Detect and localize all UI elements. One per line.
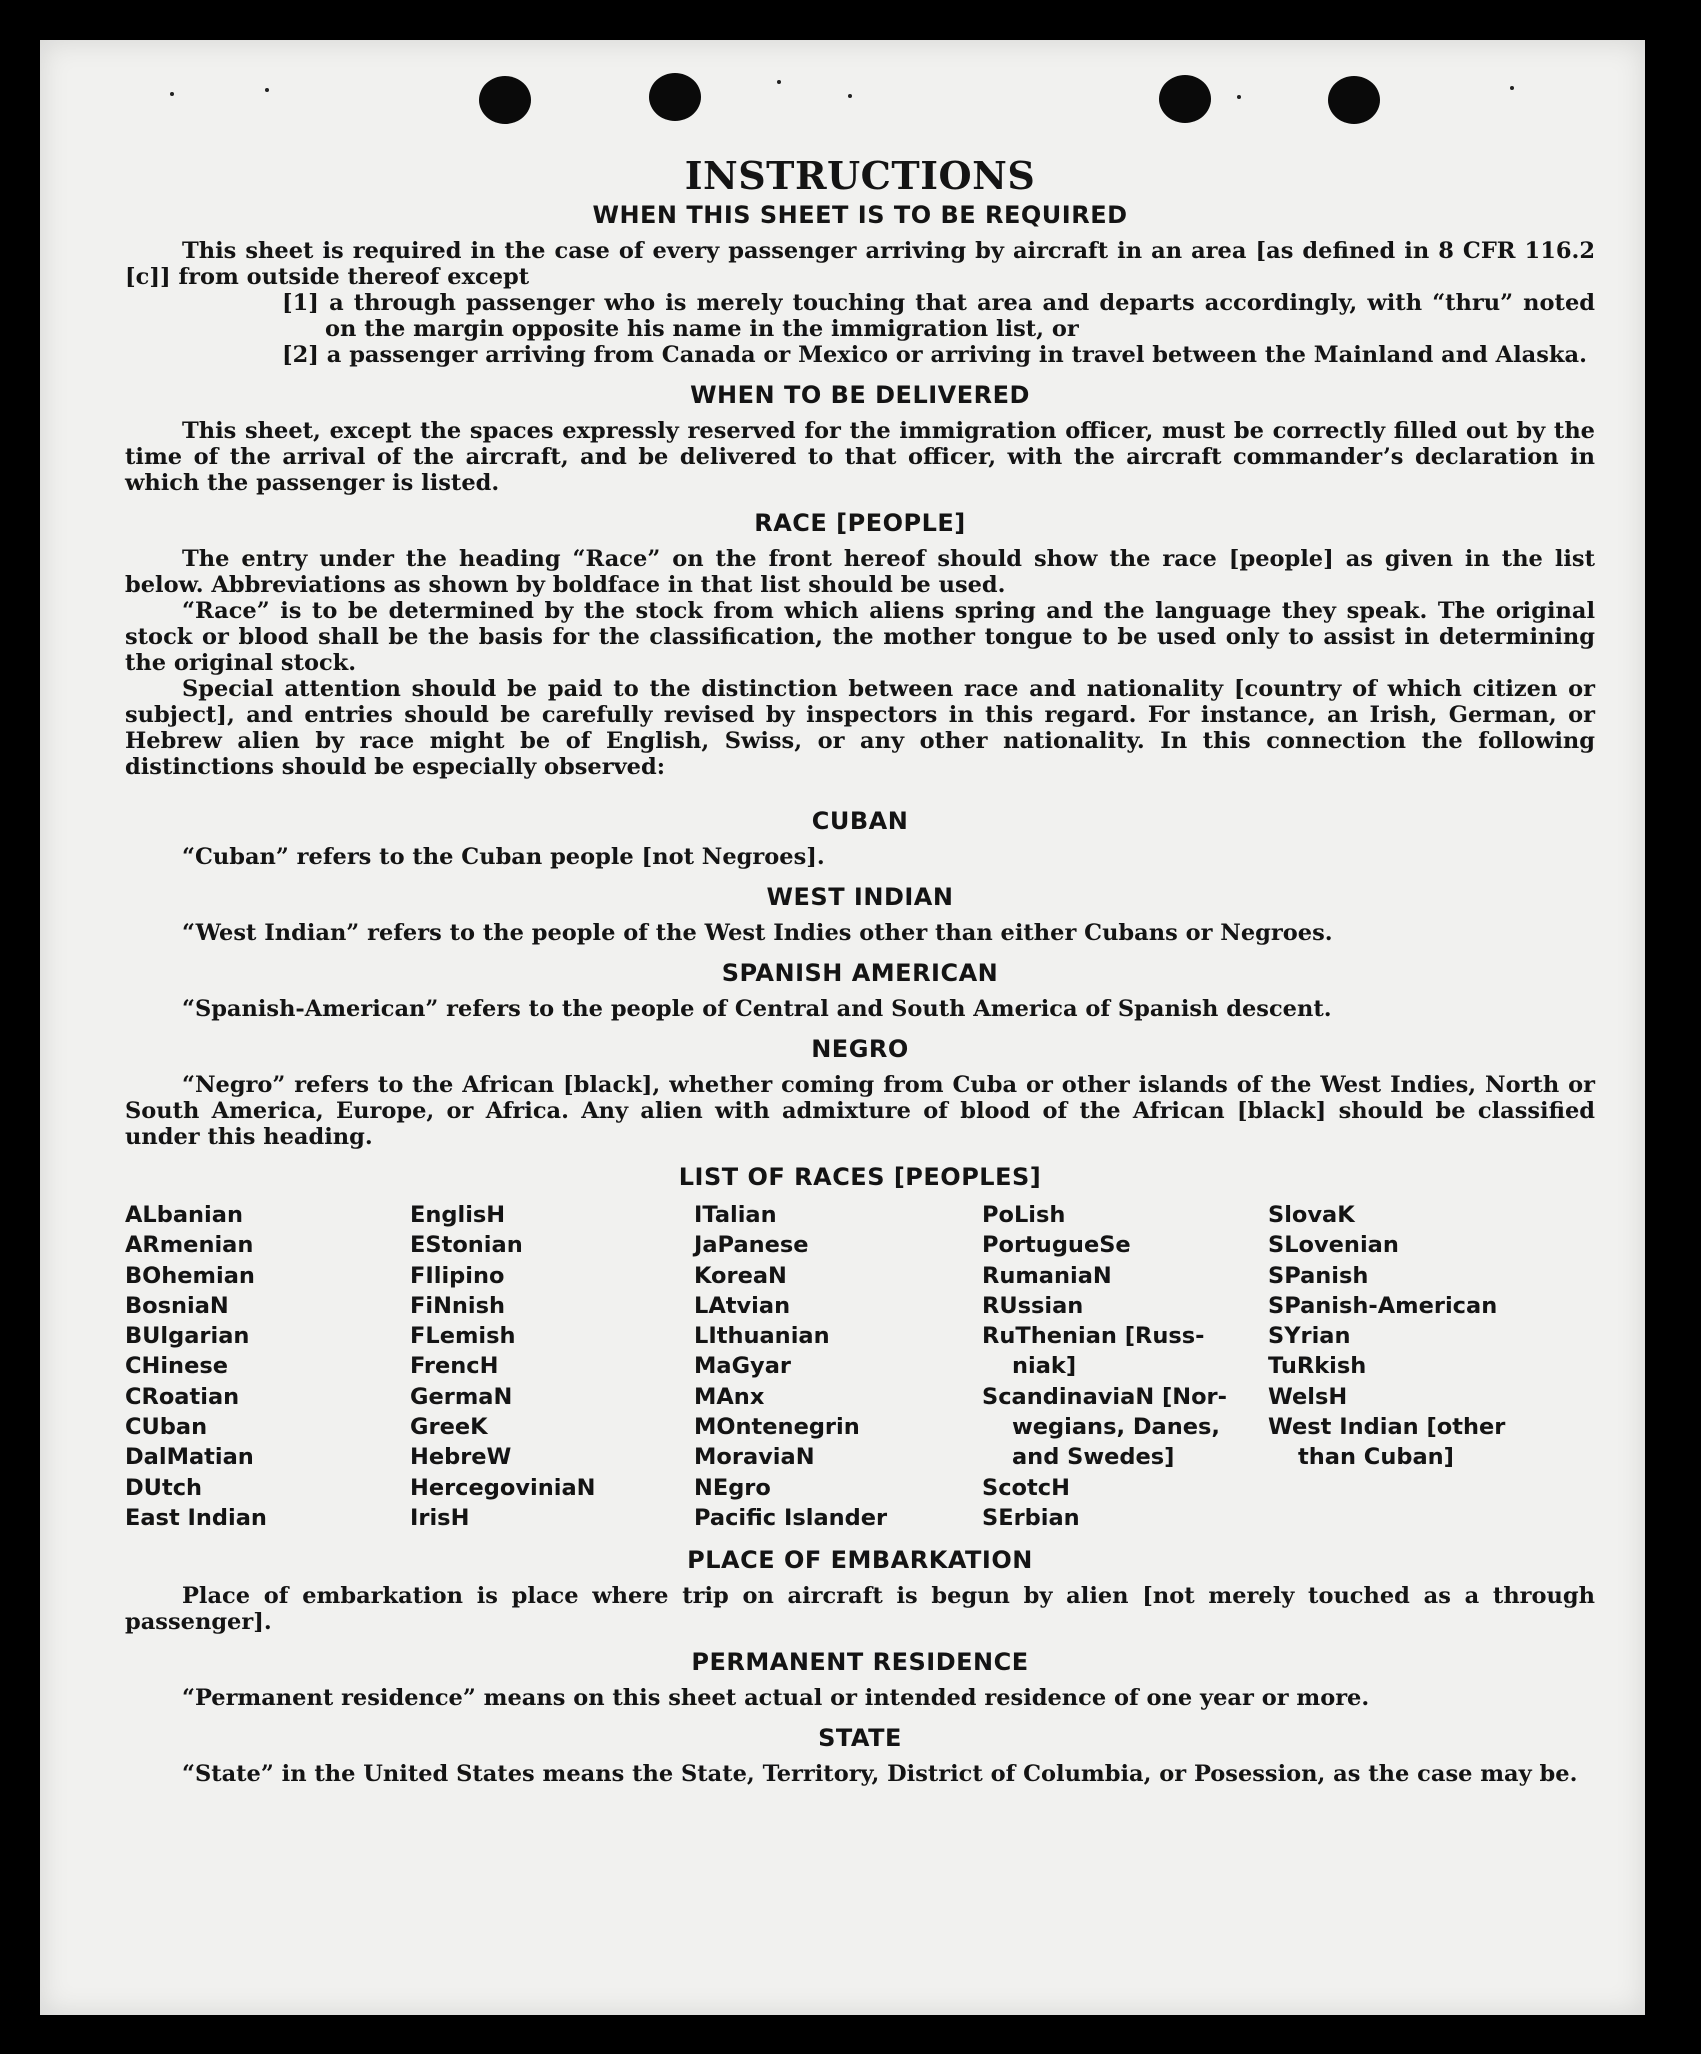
race-list-item: and Swedes] bbox=[1012, 1444, 1175, 1471]
race-paragraph-2: “Race” is to be determined by the stock from which aliens spring and the language they speak. The original stock or blood shall be the basis for the classification, the mother tongue to be used only to assist in determining the original stock. bbox=[125, 598, 1595, 676]
race-list-item: LIthuanian bbox=[694, 1323, 830, 1350]
punch-hole bbox=[479, 76, 531, 124]
punch-hole bbox=[1328, 76, 1380, 124]
race-list-item: SYrian bbox=[1268, 1323, 1351, 1350]
heading-negro: NEGRO bbox=[811, 1035, 909, 1063]
race-list-item: SPanish bbox=[1268, 1262, 1369, 1289]
instructions-content bbox=[125, 152, 1595, 1787]
race-list-item: IrisH bbox=[410, 1504, 470, 1531]
heading-when-delivered: WHEN TO BE DELIVERED bbox=[690, 381, 1030, 409]
race-list-item: GermaN bbox=[410, 1383, 513, 1410]
race-list-item: CRoatian bbox=[125, 1383, 240, 1410]
race-list-item: MAnx bbox=[694, 1383, 765, 1410]
race-list-item: BUlgarian bbox=[125, 1323, 250, 1350]
speck bbox=[777, 80, 781, 84]
heading-when-required: WHEN THIS SHEET IS TO BE REQUIRED bbox=[592, 201, 1128, 229]
race-list-item: BOhemian bbox=[125, 1262, 255, 1289]
race-list-column-4 bbox=[982, 1200, 1268, 1533]
heading-spanish-american: SPANISH AMERICAN bbox=[721, 959, 999, 987]
race-list-item: than Cuban] bbox=[1298, 1444, 1454, 1471]
race-paragraph-1: The entry under the heading “Race” on the front hereof should show the race [people] as given in the list below. Abbreviations as shown by boldface in that list should be used. bbox=[125, 546, 1595, 598]
race-list-column-3 bbox=[694, 1200, 982, 1533]
race-list-item: DUtch bbox=[125, 1474, 203, 1501]
race-paragraph-3: Special attention should be paid to the distinction between race and nationality [country of which citizen or subject], and entries should be carefully revised by inspectors in this regard. For instance, an Irish, German, or Hebrew alien by race might be of English, Swiss, or any other nationality. In this connection the following distinctions should be especially observed: bbox=[125, 676, 1595, 780]
race-list-item: ScotcH bbox=[982, 1474, 1070, 1501]
race-list-column-2 bbox=[410, 1200, 694, 1533]
embarkation-text: Place of embarkation is place where trip on aircraft is begun by alien [not merely touched as a through passenger]. bbox=[125, 1583, 1595, 1636]
heading-state: STATE bbox=[818, 1724, 902, 1753]
heading-place-of-embarkation: PLACE OF EMBARKATION bbox=[687, 1546, 1033, 1575]
race-list-item: WelsH bbox=[1268, 1383, 1348, 1410]
race-list-item: CHinese bbox=[125, 1353, 228, 1380]
heading-list-of-races: LIST OF RACES [PEOPLES] bbox=[678, 1163, 1042, 1191]
residence-text: “Permanent residence” means on this sheet actual or intended residence of one year or more. bbox=[182, 1685, 1370, 1712]
punch-hole bbox=[1159, 75, 1211, 123]
race-list-item: niak] bbox=[1012, 1353, 1077, 1380]
race-list-item: Pacific Islander bbox=[694, 1504, 888, 1531]
race-list-item: ScandinaviaN [Nor- bbox=[982, 1383, 1227, 1410]
race-list-item: East Indian bbox=[125, 1504, 267, 1531]
race-list-item: West Indian [other bbox=[1268, 1414, 1506, 1441]
race-list-item: ITalian bbox=[694, 1202, 777, 1228]
race-list-item: MOntenegrin bbox=[694, 1414, 860, 1441]
race-list-item: KoreaN bbox=[694, 1262, 787, 1289]
speck bbox=[1237, 95, 1241, 99]
race-list-column-5 bbox=[1268, 1200, 1568, 1533]
race-list-item: ARmenian bbox=[125, 1232, 254, 1259]
speck bbox=[170, 92, 174, 96]
race-list-item: NEgro bbox=[694, 1474, 771, 1501]
speck bbox=[1510, 86, 1514, 90]
race-list-item: LAtvian bbox=[694, 1292, 791, 1319]
document-sheet bbox=[40, 40, 1645, 2015]
race-list-item: EnglisH bbox=[410, 1202, 506, 1228]
race-list-item: RumaniaN bbox=[982, 1262, 1112, 1289]
cuban-text: “Cuban” refers to the Cuban people [not Negroes]. bbox=[182, 844, 825, 870]
race-list-item: PortugueSe bbox=[982, 1232, 1131, 1259]
race-list-item: FIlipino bbox=[410, 1262, 505, 1289]
race-list-item: SPanish-American bbox=[1268, 1292, 1498, 1319]
race-list-item: FrencH bbox=[410, 1353, 499, 1380]
heading-west-indian: WEST INDIAN bbox=[766, 883, 954, 911]
required-item-1: [1] a through passenger who is merely touching that area and departs accordingly, with “thru” noted on the margin opposite his name in the immigration list, or bbox=[282, 290, 1595, 342]
state-text: “State” in the United States means the State, Territory, District of Columbia, or Posession, as the case may be. bbox=[182, 1761, 1578, 1788]
west-indian-text: “West Indian” refers to the people of the West Indies other than either Cubans or Negroes. bbox=[182, 920, 1333, 946]
race-list-item: SlovaK bbox=[1268, 1202, 1355, 1228]
speck bbox=[265, 88, 269, 92]
race-list-item: HebreW bbox=[410, 1444, 512, 1471]
race-list-item: SErbian bbox=[982, 1504, 1080, 1531]
race-list-item: ALbanian bbox=[125, 1202, 243, 1228]
race-list-item: RuThenian [Russ- bbox=[982, 1323, 1205, 1350]
race-list-item: MaGyar bbox=[694, 1353, 791, 1380]
race-list-item: RUssian bbox=[982, 1292, 1084, 1319]
race-list bbox=[125, 1200, 1595, 1533]
race-list-item: BosniaN bbox=[125, 1292, 229, 1319]
punch-hole bbox=[649, 73, 701, 121]
required-intro: This sheet is required in the case of every passenger arriving by aircraft in an area [as defined in 8 CFR 116.2 [c]] from outside thereof except bbox=[125, 238, 1595, 290]
race-list-item: HercegoviniaN bbox=[410, 1474, 596, 1501]
heading-cuban: CUBAN bbox=[811, 807, 909, 835]
required-item-2: [2] a passenger arriving from Canada or Mexico or arriving in travel between the Mainland and Alaska. bbox=[282, 342, 1587, 368]
race-list-item: GreeK bbox=[410, 1414, 488, 1441]
race-list-item: wegians, Danes, bbox=[1012, 1414, 1220, 1441]
race-list-item: TuRkish bbox=[1268, 1353, 1367, 1380]
race-list-item: EStonian bbox=[410, 1232, 523, 1259]
race-list-item: PoLish bbox=[982, 1202, 1066, 1228]
race-list-item: SLovenian bbox=[1268, 1232, 1399, 1259]
delivered-text: This sheet, except the spaces expressly reserved for the immigration officer, must be correctly filled out by the time of the arrival of the aircraft, and be delivered to that officer, with the aircraft commander’s declaration in which the passenger is listed. bbox=[125, 418, 1595, 496]
race-list-item: FLemish bbox=[410, 1323, 516, 1350]
negro-text: “Negro” refers to the African [black], whether coming from Cuba or other islands of the West Indies, North or South America, Europe, or Africa. Any alien with admixture of blood of the African [black] should be classified under this heading. bbox=[125, 1072, 1595, 1150]
page-title: INSTRUCTIONS bbox=[684, 153, 1036, 198]
speck bbox=[848, 94, 852, 98]
heading-permanent-residence: PERMANENT RESIDENCE bbox=[691, 1648, 1029, 1677]
race-list-item: DalMatian bbox=[125, 1444, 254, 1471]
heading-race: RACE [PEOPLE] bbox=[754, 509, 966, 537]
race-list-column-1 bbox=[125, 1200, 410, 1533]
race-list-item: CUban bbox=[125, 1414, 208, 1441]
spanish-american-text: “Spanish-American” refers to the people of Central and South America of Spanish descent. bbox=[182, 996, 1332, 1022]
race-list-item: FiNnish bbox=[410, 1292, 506, 1319]
race-list-item: JaPanese bbox=[694, 1232, 809, 1259]
race-list-item: MoraviaN bbox=[694, 1444, 815, 1471]
